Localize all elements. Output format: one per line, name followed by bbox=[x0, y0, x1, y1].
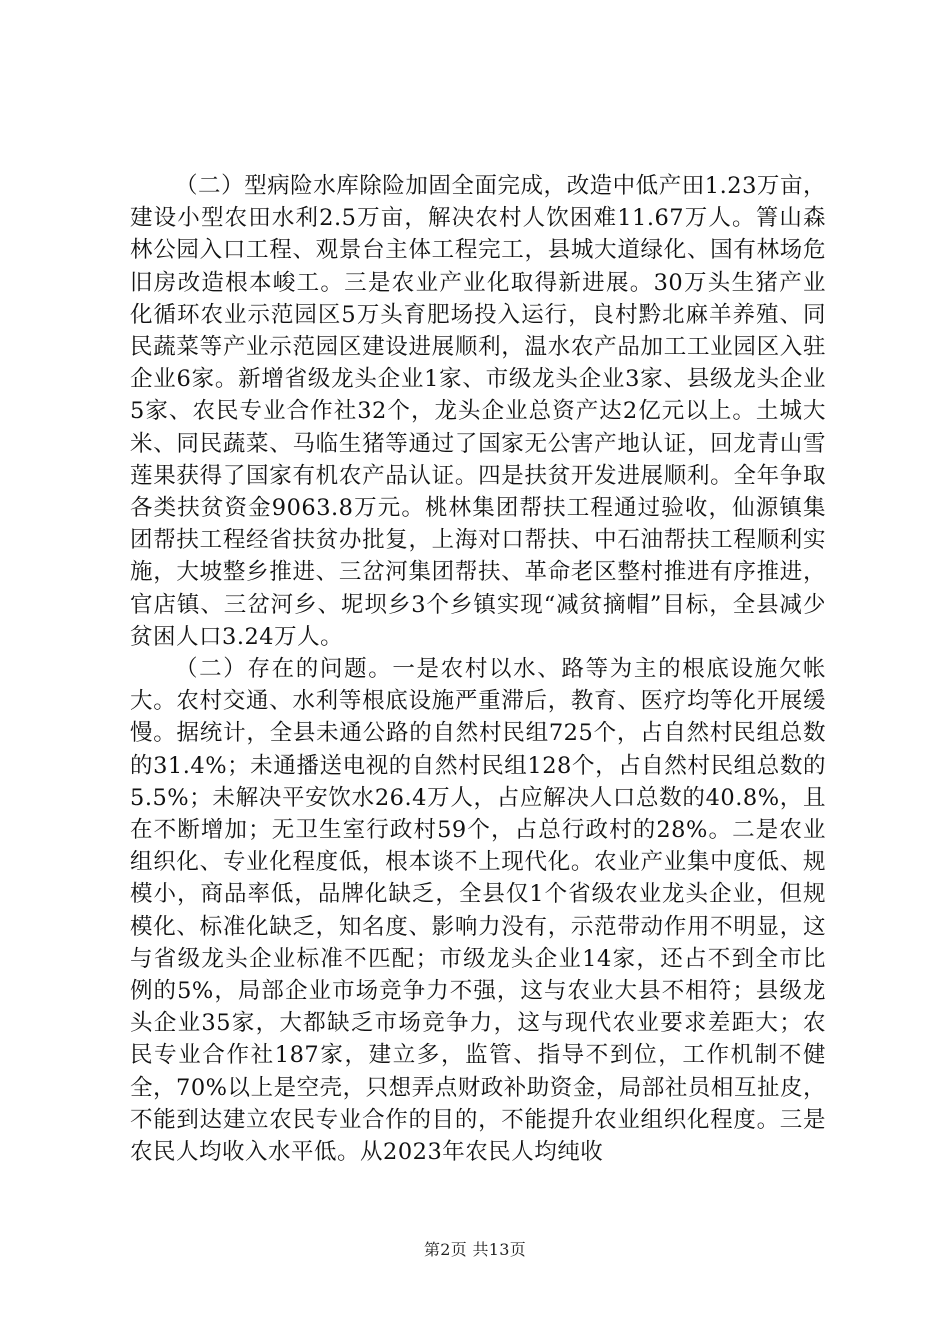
document-body bbox=[130, 170, 826, 1168]
page-number-label: 第2页 共13页 bbox=[423, 1240, 527, 1259]
paragraph-problems: （二）存在的问题。一是农村以水、路等为主的根底设施欠帐大。农村交通、水利等根底设施严重滞后，教育、医疗均等化开展缓慢。据统计，全县未通公路的自然村民组725个，占自然村民组总数的31.4%；未通播送电视的自然村民组128个，占自然村民组总数的5.5%；未解决平安饮水26.4万人，占应解决人口总数的40.8%，且在不断增加；无卫生室行政村59个，占总行政村的28%。二是农业组织化、专业化程度低，根本谈不上现代化。农业产业集中度低、规模小，商品率低，品牌化缺乏，全县仅1个省级农业龙头企业，但规模化、标准化缺乏，知名度、影响力没有，示范带动作用不明显，这与省级龙头企业标准不匹配；市级龙头企业14家，还占不到全市比例的5%，局部企业市场竞争力不强，这与农业大县不相符；县级龙头企业35家，大都缺乏市场竞争力，这与现代农业要求差距大；农民专业合作社187家，建立多，监管、指导不到位，工作机制不健全，70%以上是空壳，只想弄点财政补助资金，局部社员相互扯皮，不能到达建立农民专业合作的目的，不能提升农业组织化程度。三是农民人均收入水平低。从2023年农民人均纯收 bbox=[130, 656, 826, 1166]
page-footer bbox=[0, 1240, 950, 1260]
paragraph-achievements: （二）型病险水库除险加固全面完成，改造中低产田1.23万亩，建设小型农田水利2.5万亩，解决农村人饮困难11.67万人。箐山森林公园入口工程、观景台主体工程完工，县城大道绿化、国有林场危旧房改造根本峻工。三是农业产业化取得新进展。30万头生猪产业化循环农业示范园区5万头育肥场投入运行，良村黔北麻羊养殖、同民蔬菜等产业示范园区建设进展顺利，温水农产品加工工业园区入驻企业6家。新增省级龙头企业1家、市级龙头企业3家、县级龙头企业5家、农民专业合作社32个，龙头企业总资产达2亿元以上。土城大米、同民蔬菜、马临生猪等通过了国家无公害产地认证，回龙青山雪莲果获得了国家有机农产品认证。四是扶贫开发进展顺利。全年争取各类扶贫资金9063.8万元。桃林集团帮扶工程通过验收，仙源镇集团帮扶工程经省扶贫办批复，上海对口帮扶、中石油帮扶工程顺利实施，大坡整乡推进、三岔河集团帮扶、革命老区整村推进有序推进，官店镇、三岔河乡、坭坝乡3个乡镇实现“减贫摘帽”目标，全县减少贫困人口3.24万人。 bbox=[130, 173, 826, 650]
